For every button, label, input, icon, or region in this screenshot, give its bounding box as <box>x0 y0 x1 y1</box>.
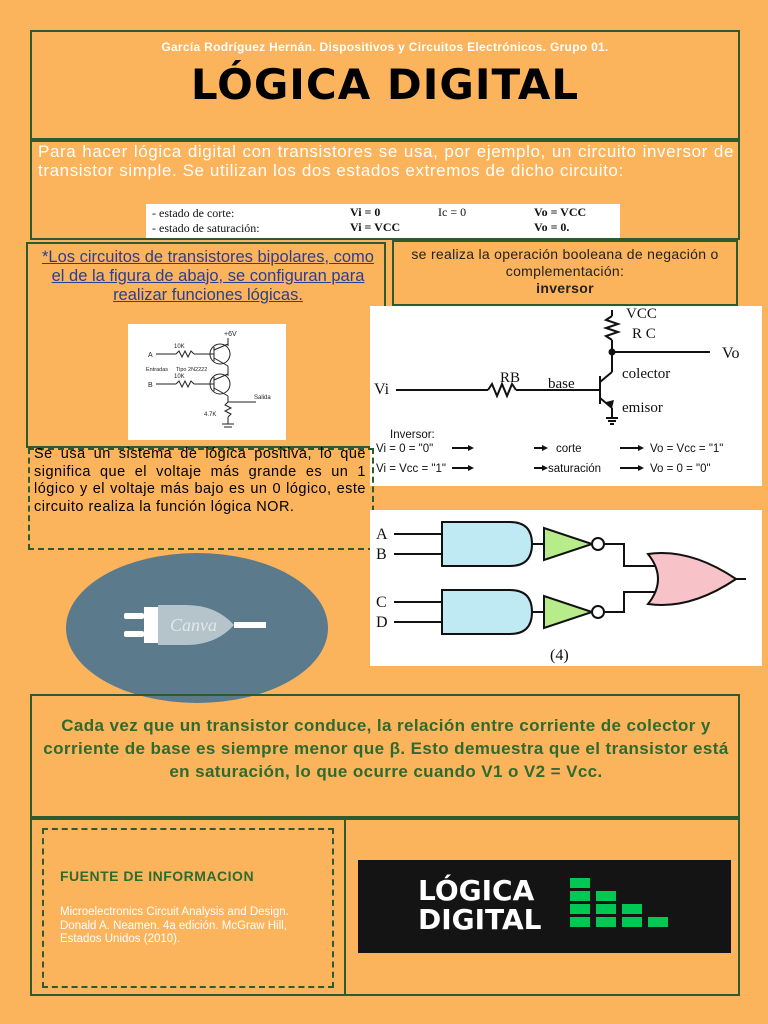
bipolar-link[interactable]: *Los circuitos de transistores bipolares, como el de la figura de abajo, se configuran para realizar funciones lógicas. <box>42 248 374 304</box>
inv-row2-state: saturación <box>548 463 602 475</box>
inv-base: base <box>548 376 575 392</box>
inv-rb: RB <box>500 370 521 386</box>
states-table <box>146 204 620 238</box>
inv-row1-state: corte <box>556 443 582 455</box>
table-row1-vi: Vi = 0 <box>350 205 381 219</box>
intro-text: Para hacer lógica digital con transistores se usa, por ejemplo, un circuito inversor de transistor simple. Se utilizan los dos estados extremos de dicho circuito: <box>38 142 734 180</box>
positive-logic-text: Se usa un sistema de lógica positiva, lo que significa que el voltaje más grande es un 1 lógico y el voltaje más bajo es un 0 lógico, este circuito realiza la función lógica NOR. <box>34 446 366 515</box>
negation-bold: inversor <box>536 280 594 296</box>
gate-input-d: D <box>376 614 388 631</box>
gate-input-a: A <box>376 526 388 543</box>
author-line: García Rodríguez Hernán. Dispositivos y Circuitos Electrónicos. Grupo 01. <box>161 40 609 54</box>
logo-line1: LÓGICA <box>418 874 535 907</box>
circuit1-a: A <box>148 352 153 359</box>
circuit1-r3: 4.7K <box>204 412 217 418</box>
logo-text <box>418 876 542 934</box>
circuit1-r2: 10K <box>174 374 185 380</box>
gate-input-c: C <box>376 594 387 611</box>
plug-icon <box>66 553 328 703</box>
nor-transistor-circuit <box>128 324 286 440</box>
logo-line2: DIGITAL <box>418 903 542 936</box>
table-row1-label: - estado de corte: <box>152 206 235 220</box>
inv-row1-cond: Vi = 0 = "0" <box>376 443 434 455</box>
header-section <box>30 30 740 140</box>
inverter-diagram <box>370 306 762 486</box>
positive-logic-box <box>28 448 374 550</box>
table-row1-vo: Vo = VCC <box>534 205 587 219</box>
nor-circuit-diagram <box>128 324 286 440</box>
table-row2-label: - estado de saturación: <box>152 221 260 235</box>
table-row1-ic: Ic = 0 <box>438 205 467 219</box>
logo-section <box>344 818 740 996</box>
circuit1-vcc: +6V <box>224 331 237 338</box>
inv-vi: Vi <box>374 381 390 398</box>
inv-row2-cond: Vi = Vcc = "1" <box>376 463 446 475</box>
inv-row1-result: Vo = Vcc = "1" <box>650 443 724 455</box>
source-text: Microelectronics Circuit Analysis and Design. Donald A. Neamen. 4a edición. McGraw Hill, Estados Unidos (2010). <box>60 906 289 945</box>
inverter-svg <box>370 306 762 486</box>
saturation-text: Cada vez que un transistor conduce, la relación entre corriente de colector y corriente de base es siempre menor que β. Esto demuestra que el transistor está en saturación, lo que ocurre cuando V1 o V2 = Vcc. <box>43 716 729 781</box>
source-title: FUENTE DE INFORMACION <box>60 868 255 884</box>
circuit1-r1: 10K <box>174 344 185 350</box>
inv-emisor: emisor <box>622 400 663 416</box>
negation-text <box>394 246 736 297</box>
bars-logo-icon <box>570 878 680 938</box>
circuit1-entradas: Entradas <box>146 367 169 373</box>
negation-note <box>392 240 738 306</box>
source-section <box>30 818 346 996</box>
negation-text-body: se realiza la operación booleana de negación o complementación: <box>411 246 719 279</box>
saturation-section <box>30 694 740 818</box>
inv-rc: R C <box>632 326 656 342</box>
canva-watermark: Canva <box>170 615 217 635</box>
logic-gates-diagram <box>370 510 762 666</box>
inv-colector: colector <box>622 366 671 382</box>
circuit1-b: B <box>148 382 153 389</box>
circuit1-salida: Salida <box>254 395 271 401</box>
gates-svg <box>370 510 762 666</box>
circuit1-tipo: Tipo 2N2222 <box>176 367 208 373</box>
inv-heading: Inversor: <box>390 429 435 441</box>
table-row2-vi: Vi = VCC <box>350 220 401 234</box>
inv-vo: Vo <box>722 345 740 362</box>
gate-input-b: B <box>376 546 387 563</box>
table-row2-vo: Vo = 0. <box>534 220 570 234</box>
gate-caption: (4) <box>550 647 569 664</box>
page-title: LÓGICA DIGITAL <box>190 60 580 109</box>
plug-illustration <box>66 553 328 703</box>
inv-row2-result: Vo = 0 = "0" <box>650 463 711 475</box>
inv-vcc: VCC <box>626 306 657 322</box>
logo-banner <box>358 860 731 953</box>
